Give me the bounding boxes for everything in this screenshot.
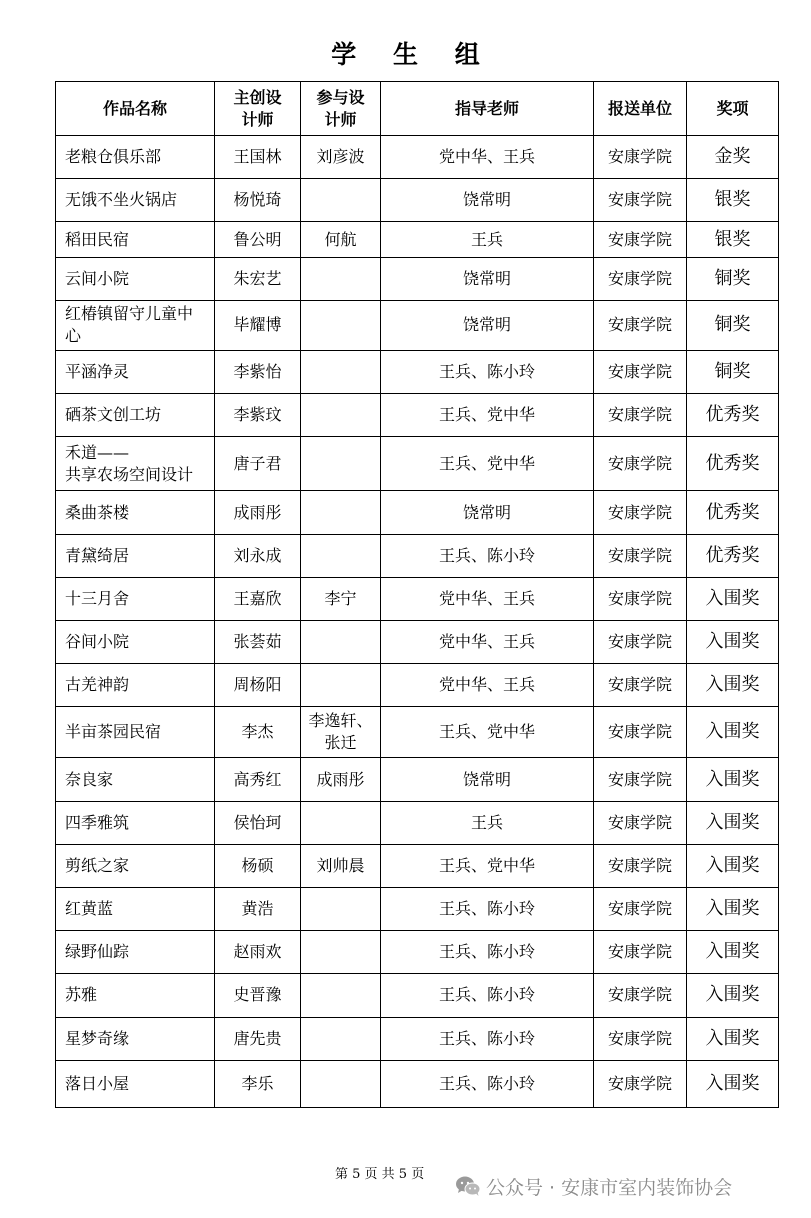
cell-designer: 鲁公明 xyxy=(215,222,301,258)
table-row xyxy=(56,258,779,300)
cell-designer: 朱宏艺 xyxy=(215,258,301,300)
cell-participant: 李逸轩、 张迁 xyxy=(301,707,381,758)
cell-teacher: 王兵、陈小玲 xyxy=(381,1060,594,1107)
header-award: 奖项 xyxy=(687,82,779,136)
watermark xyxy=(455,1172,732,1200)
cell-teacher: 王兵 xyxy=(381,801,594,844)
table-row xyxy=(56,888,779,931)
table-row xyxy=(56,437,779,491)
table-header-row xyxy=(56,82,779,136)
cell-designer: 王国林 xyxy=(215,136,301,179)
cell-award: 入围奖 xyxy=(687,758,779,801)
cell-award: 优秀奖 xyxy=(687,394,779,437)
cell-award: 优秀奖 xyxy=(687,491,779,534)
page-number: 第 5 页 共 5 页 xyxy=(335,1167,425,1182)
cell-unit: 安康学院 xyxy=(594,1060,687,1107)
cell-award: 入围奖 xyxy=(687,974,779,1017)
header-unit: 报送单位 xyxy=(594,82,687,136)
cell-work: 落日小屋 xyxy=(56,1060,215,1107)
cell-unit: 安康学院 xyxy=(594,300,687,350)
cell-award: 铜奖 xyxy=(687,258,779,300)
cell-work: 老粮仓俱乐部 xyxy=(56,136,215,179)
table-row xyxy=(56,620,779,663)
cell-award: 铜奖 xyxy=(687,350,779,393)
cell-award: 金奖 xyxy=(687,136,779,179)
cell-teacher: 饶常明 xyxy=(381,491,594,534)
table-row xyxy=(56,577,779,620)
cell-award: 入围奖 xyxy=(687,1060,779,1107)
cell-participant: 何航 xyxy=(301,222,381,258)
cell-designer: 杨硕 xyxy=(215,844,301,887)
cell-participant xyxy=(301,801,381,844)
cell-unit: 安康学院 xyxy=(594,844,687,887)
cell-award: 入围奖 xyxy=(687,888,779,931)
cell-designer: 史晋豫 xyxy=(215,974,301,1017)
cell-work: 青黛绮居 xyxy=(56,534,215,577)
cell-teacher: 王兵、陈小玲 xyxy=(381,534,594,577)
cell-designer: 侯怡珂 xyxy=(215,801,301,844)
table-body xyxy=(56,136,779,1108)
cell-award: 入围奖 xyxy=(687,801,779,844)
cell-award: 入围奖 xyxy=(687,844,779,887)
cell-participant xyxy=(301,258,381,300)
table-row xyxy=(56,534,779,577)
cell-work: 红黄蓝 xyxy=(56,888,215,931)
cell-award: 优秀奖 xyxy=(687,437,779,491)
cell-teacher: 王兵、党中华 xyxy=(381,707,594,758)
header-teacher: 指导老师 xyxy=(381,82,594,136)
table-row xyxy=(56,931,779,974)
table-row xyxy=(56,179,779,222)
header-participant: 参与设 计师 xyxy=(301,82,381,136)
cell-teacher: 王兵 xyxy=(381,222,594,258)
cell-designer: 李乐 xyxy=(215,1060,301,1107)
cell-participant xyxy=(301,1017,381,1060)
cell-participant xyxy=(301,931,381,974)
cell-designer: 成雨彤 xyxy=(215,491,301,534)
cell-teacher: 党中华、王兵 xyxy=(381,136,594,179)
cell-participant xyxy=(301,1060,381,1107)
cell-teacher: 饶常明 xyxy=(381,258,594,300)
cell-unit: 安康学院 xyxy=(594,974,687,1017)
cell-participant xyxy=(301,394,381,437)
cell-participant: 刘帅晨 xyxy=(301,844,381,887)
cell-unit: 安康学院 xyxy=(594,707,687,758)
cell-award: 入围奖 xyxy=(687,1017,779,1060)
cell-participant xyxy=(301,491,381,534)
cell-unit: 安康学院 xyxy=(594,437,687,491)
cell-designer: 李紫怡 xyxy=(215,350,301,393)
cell-unit: 安康学院 xyxy=(594,534,687,577)
cell-teacher: 王兵、陈小玲 xyxy=(381,1017,594,1060)
cell-teacher: 党中华、王兵 xyxy=(381,664,594,707)
cell-teacher: 党中华、王兵 xyxy=(381,620,594,663)
cell-unit: 安康学院 xyxy=(594,350,687,393)
table-row xyxy=(56,801,779,844)
cell-award: 入围奖 xyxy=(687,620,779,663)
cell-teacher: 饶常明 xyxy=(381,758,594,801)
cell-designer: 张荟茹 xyxy=(215,620,301,663)
watermark-text: 公众号 · 安康市室内装饰协会 xyxy=(486,1176,733,1199)
cell-work: 剪纸之家 xyxy=(56,844,215,887)
cell-work: 苏雅 xyxy=(56,974,215,1017)
cell-designer: 高秀红 xyxy=(215,758,301,801)
award-table xyxy=(55,81,779,1108)
cell-teacher: 王兵、陈小玲 xyxy=(381,931,594,974)
cell-participant xyxy=(301,888,381,931)
cell-unit: 安康学院 xyxy=(594,258,687,300)
header-work: 作品名称 xyxy=(56,82,215,136)
cell-participant xyxy=(301,534,381,577)
cell-work: 桑曲茶楼 xyxy=(56,491,215,534)
table-row xyxy=(56,974,779,1017)
cell-unit: 安康学院 xyxy=(594,758,687,801)
page-title: 学 生 组 xyxy=(331,40,494,69)
cell-work: 绿野仙踪 xyxy=(56,931,215,974)
cell-work: 星梦奇缘 xyxy=(56,1017,215,1060)
table-row xyxy=(56,222,779,258)
cell-award: 入围奖 xyxy=(687,707,779,758)
cell-award: 银奖 xyxy=(687,222,779,258)
cell-participant xyxy=(301,974,381,1017)
cell-designer: 黄浩 xyxy=(215,888,301,931)
cell-unit: 安康学院 xyxy=(594,1017,687,1060)
cell-participant: 成雨彤 xyxy=(301,758,381,801)
cell-designer: 杨悦琦 xyxy=(215,179,301,222)
cell-award: 铜奖 xyxy=(687,300,779,350)
cell-work: 平涵净灵 xyxy=(56,350,215,393)
table-row xyxy=(56,350,779,393)
cell-teacher: 王兵、陈小玲 xyxy=(381,974,594,1017)
table-row xyxy=(56,1060,779,1107)
cell-teacher: 王兵、党中华 xyxy=(381,437,594,491)
cell-award: 优秀奖 xyxy=(687,534,779,577)
cell-unit: 安康学院 xyxy=(594,179,687,222)
cell-participant: 刘彦波 xyxy=(301,136,381,179)
cell-teacher: 王兵、陈小玲 xyxy=(381,888,594,931)
cell-unit: 安康学院 xyxy=(594,394,687,437)
cell-participant: 李宁 xyxy=(301,577,381,620)
wechat-icon xyxy=(455,1175,481,1197)
cell-work: 红椿镇留守儿童中 心 xyxy=(56,300,215,350)
cell-work: 硒茶文创工坊 xyxy=(56,394,215,437)
cell-teacher: 饶常明 xyxy=(381,179,594,222)
table-row xyxy=(56,300,779,350)
cell-award: 入围奖 xyxy=(687,577,779,620)
cell-work: 四季雅筑 xyxy=(56,801,215,844)
cell-unit: 安康学院 xyxy=(594,664,687,707)
cell-participant xyxy=(301,179,381,222)
cell-work: 无饿不坐火锅店 xyxy=(56,179,215,222)
table-row xyxy=(56,707,779,758)
cell-designer: 毕耀博 xyxy=(215,300,301,350)
cell-designer: 李紫玟 xyxy=(215,394,301,437)
cell-designer: 王嘉欣 xyxy=(215,577,301,620)
cell-participant xyxy=(301,350,381,393)
cell-work: 禾道—— 共享农场空间设计 xyxy=(56,437,215,491)
cell-unit: 安康学院 xyxy=(594,491,687,534)
cell-designer: 赵雨欢 xyxy=(215,931,301,974)
cell-teacher: 王兵、党中华 xyxy=(381,394,594,437)
cell-award: 银奖 xyxy=(687,179,779,222)
cell-work: 稻田民宿 xyxy=(56,222,215,258)
table-row xyxy=(56,394,779,437)
cell-unit: 安康学院 xyxy=(594,801,687,844)
table-row xyxy=(56,491,779,534)
cell-award: 入围奖 xyxy=(687,931,779,974)
table-row xyxy=(56,844,779,887)
table-row xyxy=(56,1017,779,1060)
cell-designer: 唐先贵 xyxy=(215,1017,301,1060)
cell-unit: 安康学院 xyxy=(594,931,687,974)
cell-teacher: 饶常明 xyxy=(381,300,594,350)
cell-award: 入围奖 xyxy=(687,664,779,707)
cell-unit: 安康学院 xyxy=(594,577,687,620)
cell-work: 奈良家 xyxy=(56,758,215,801)
cell-participant xyxy=(301,664,381,707)
cell-unit: 安康学院 xyxy=(594,620,687,663)
cell-designer: 刘永成 xyxy=(215,534,301,577)
cell-unit: 安康学院 xyxy=(594,222,687,258)
cell-teacher: 王兵、党中华 xyxy=(381,844,594,887)
cell-unit: 安康学院 xyxy=(594,136,687,179)
table-row xyxy=(56,136,779,179)
cell-designer: 李杰 xyxy=(215,707,301,758)
header-designer: 主创设 计师 xyxy=(215,82,301,136)
cell-designer: 唐子君 xyxy=(215,437,301,491)
cell-participant xyxy=(301,620,381,663)
cell-work: 半亩茶园民宿 xyxy=(56,707,215,758)
cell-unit: 安康学院 xyxy=(594,888,687,931)
cell-work: 云间小院 xyxy=(56,258,215,300)
cell-participant xyxy=(301,437,381,491)
cell-teacher: 党中华、王兵 xyxy=(381,577,594,620)
table-row xyxy=(56,664,779,707)
cell-teacher: 王兵、陈小玲 xyxy=(381,350,594,393)
cell-work: 古羌神韵 xyxy=(56,664,215,707)
cell-designer: 周杨阳 xyxy=(215,664,301,707)
table-row xyxy=(56,758,779,801)
cell-work: 十三月舍 xyxy=(56,577,215,620)
cell-participant xyxy=(301,300,381,350)
cell-work: 谷间小院 xyxy=(56,620,215,663)
